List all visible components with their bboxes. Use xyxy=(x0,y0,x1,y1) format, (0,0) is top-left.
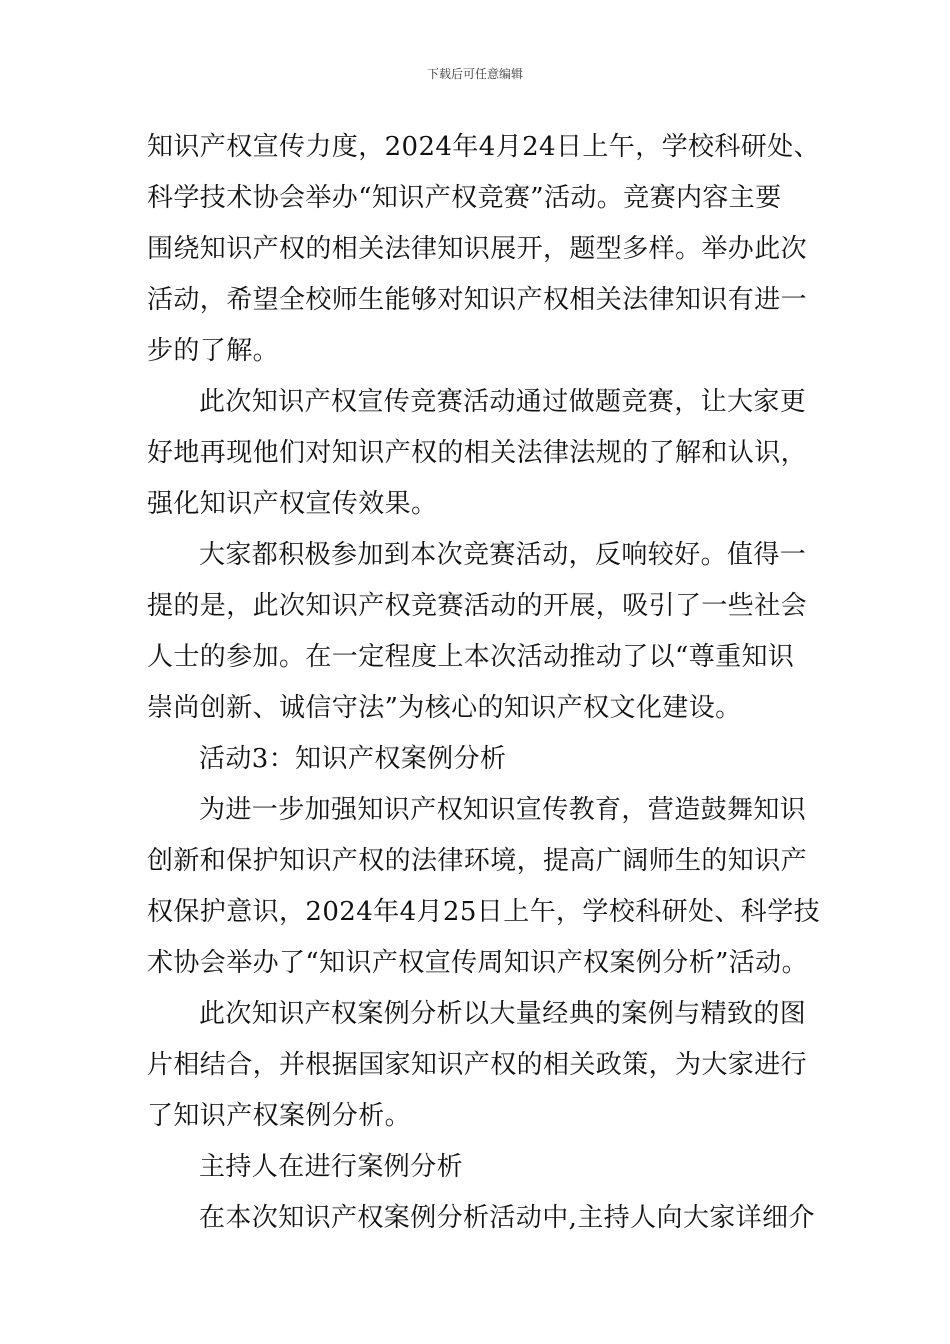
text-line: 活动3：知识产权案例分析 xyxy=(199,744,507,774)
text-line: 崇尚创新、诚信守法”为核心的知识产权文化建设。 xyxy=(147,693,742,723)
text-line: 知识产权宣传力度，2024年4月24日上午，学校科研处、 xyxy=(147,132,820,162)
section-heading xyxy=(147,739,807,790)
image-caption xyxy=(147,1147,807,1198)
text-line: 创新和保护知识产权的法律环境，提高广阔师生的知识产 xyxy=(147,846,808,876)
paragraph xyxy=(147,1198,815,1249)
text-line: 步的了解。 xyxy=(147,336,280,366)
text-line: 大家都积极参加到本次竞赛活动，反响较好。值得一 xyxy=(199,540,807,570)
text-line: 此次知识产权宣传竞赛活动通过做题竞赛，让大家更 xyxy=(199,387,807,417)
document-body xyxy=(147,127,820,1249)
text-line: 术协会举办了“知识产权宣传周知识产权案例分析”活动。 xyxy=(147,948,808,978)
text-line: 好地再现他们对知识产权的相关法律法规的了解和认识， xyxy=(147,438,808,468)
text-line: 科学技术协会举办“知识产权竞赛”活动。竞赛内容主要 xyxy=(147,183,782,213)
paragraph xyxy=(147,535,807,739)
text-line: 围绕知识产权的相关法律知识展开，题型多样。举办此次 xyxy=(147,234,808,264)
text-line: 在本次知识产权案例分析活动中,主持人向大家详细介 xyxy=(199,1203,815,1233)
text-line: 片相结合，并根据国家知识产权的相关政策，为大家进行 xyxy=(147,1050,808,1080)
text-line: 活动，希望全校师生能够对知识产权相关法律知识有进一 xyxy=(147,285,808,315)
text-line: 人士的参加。在一定程度上本次活动推动了以“尊重知识 xyxy=(147,642,795,672)
text-line: 权保护意识，2024年4月25日上午，学校科研处、科学技 xyxy=(147,897,820,927)
text-line: 此次知识产权案例分析以大量经典的案例与精致的图 xyxy=(199,999,807,1029)
paragraph xyxy=(147,994,807,1147)
paragraph xyxy=(147,790,820,994)
text-line: 了知识产权案例分析。 xyxy=(147,1101,412,1131)
text-line: 提的是，此次知识产权竞赛活动的开展，吸引了一些社会 xyxy=(147,591,808,621)
text-line: 为进一步加强知识产权知识宣传教育，营造鼓舞知识 xyxy=(199,795,807,825)
page-header: 下载后可任意编辑 xyxy=(426,67,523,81)
paragraph xyxy=(147,127,820,382)
text-line: 主持人在进行案例分析 xyxy=(199,1152,464,1182)
paragraph xyxy=(147,382,807,535)
text-line: 强化知识产权宣传效果。 xyxy=(147,489,438,519)
